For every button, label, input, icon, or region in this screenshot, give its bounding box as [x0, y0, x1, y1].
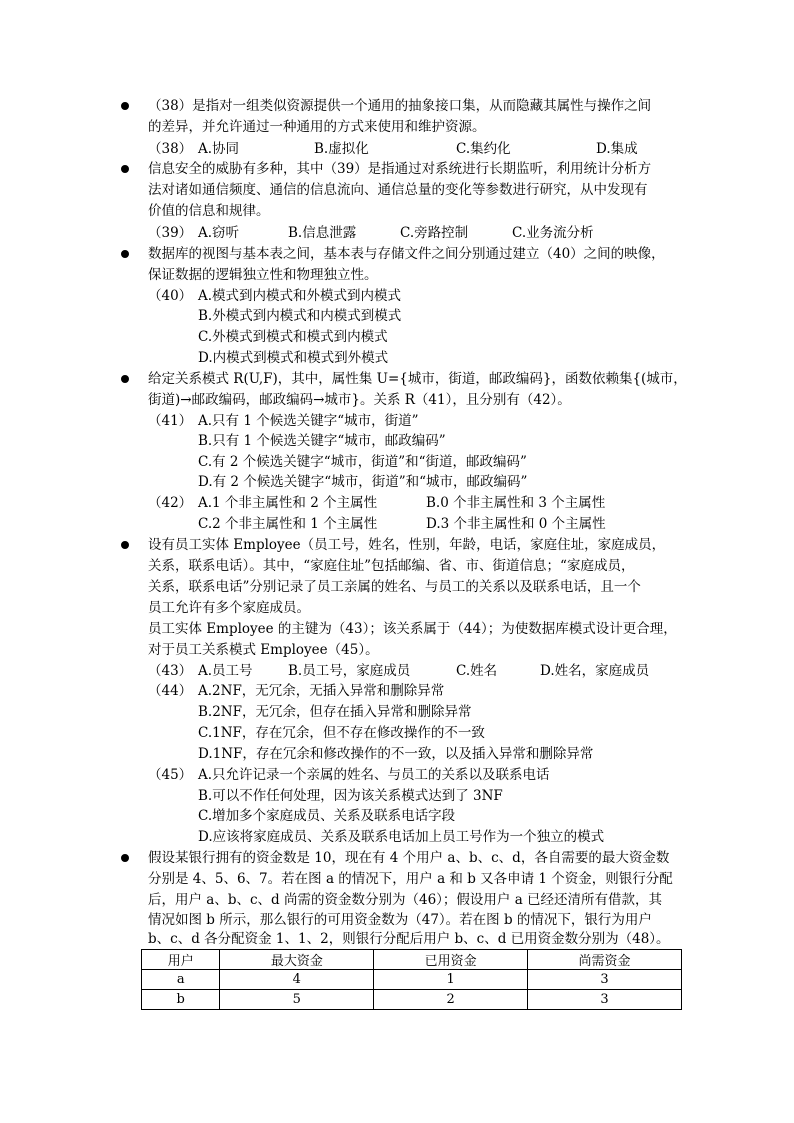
- resource-table: [141, 949, 682, 1010]
- q39-line1: 信息安全的威胁有多种，其中（39）是指通过对系统进行长期监听，利用统计分析方: [148, 161, 652, 177]
- q39-option-c: C.旁路控制: [400, 225, 469, 241]
- q38-option-b: B.虚拟化: [314, 141, 369, 157]
- table-cell: 1: [374, 970, 528, 990]
- q40-num: （40）: [148, 288, 193, 304]
- bullet-icon: [121, 250, 129, 258]
- table-cell: 2: [374, 990, 528, 1010]
- q41-line2: 街道)→邮政编码，邮政编码→城市}。关系 R（41），且分别有（42）。: [148, 392, 571, 408]
- bullet-icon: [121, 854, 129, 862]
- q46-line2: 分别是 4、5、6、7。若在图 a 的情况下，用户 a 和 b 又各申请 1 个资金，则银行分配: [148, 871, 673, 887]
- q46-line3: 后，用户 a、b、c、d 尚需的资金数分别为（46）；假设用户 a 已经还清所有借款，其: [148, 892, 663, 908]
- q38-num: （38）: [148, 141, 193, 157]
- q41-option-b: B.只有 1 个候选关键字“城市，邮政编码”: [198, 433, 446, 449]
- q38-option-a: A.协同: [198, 141, 240, 157]
- q38-option-d: D.集成: [596, 141, 638, 157]
- q44-option-b: B.2NF，无冗余，但存在插入异常和删除异常: [198, 704, 472, 720]
- q46-line5: b、c、d 各分配资金 1、1、2，则银行分配后用户 b、c、d 已用资金数分别为（48）。: [148, 931, 670, 947]
- q45-num: （45）: [148, 767, 193, 783]
- q45-option-a: A.只允许记录一个亲属的姓名、与员工的关系以及联系电话: [198, 767, 550, 783]
- q43-line4: 员工允许有多个家庭成员。: [148, 600, 310, 616]
- q39-option-b: B.信息泄露: [288, 225, 357, 241]
- table-cell: b: [142, 990, 220, 1010]
- q40-option-a: A.模式到内模式和外模式到内模式: [198, 288, 402, 304]
- q38-line2: 的差异，并允许通过一种通用的方式来使用和维护资源。: [148, 119, 486, 135]
- bullet-icon: [121, 165, 129, 173]
- q43-line1: 设有员工实体 Employee（员工号，姓名，性别，年龄，电话，家庭住址，家庭成员，: [148, 537, 666, 553]
- table-cell: 5: [220, 990, 374, 1010]
- q42-option-d: D.3 个非主属性和 0 个主属性: [426, 516, 606, 532]
- table-row: [142, 990, 682, 1010]
- q43-line6: 对于员工关系模式 Employee（45）。: [148, 642, 379, 658]
- q45-option-d: D.应该将家庭成员、关系及联系电话加上员工号作为一个独立的模式: [198, 829, 605, 845]
- q43-option-b: B.员工号，家庭成员: [288, 663, 411, 679]
- table-cell: a: [142, 970, 220, 990]
- q38-line1: （38）是指对一组类似资源提供一个通用的抽象接口集，从而隐藏其属性与操作之间: [148, 98, 652, 114]
- q39-option-d: C.业务流分析: [512, 225, 594, 241]
- bullet-icon: [121, 541, 129, 549]
- q41-option-d: D.有 2 个候选关键字“城市，街道”和“城市，邮政编码”: [198, 474, 528, 490]
- q41-option-c: C.有 2 个候选关键字“城市，街道”和“街道，邮政编码”: [198, 454, 527, 470]
- q39-line2: 法对诸如通信频度、通信的信息流向、通信总量的变化等参数进行研究，从中发现有: [148, 182, 648, 198]
- q39-num: （39）: [148, 225, 193, 241]
- q44-option-c: C.1NF，存在冗余，但不存在修改操作的不一致: [198, 725, 485, 741]
- bullet-icon: [121, 375, 129, 383]
- q44-num: （44）: [148, 683, 193, 699]
- q39-line3: 价值的信息和规律。: [148, 203, 270, 219]
- header-cell-user: 用户: [142, 950, 220, 970]
- q41-option-a: A.只有 1 个候选关键字“城市，街道”: [198, 413, 419, 429]
- q43-line3: 关系，联系电话”分别记录了员工亲属的姓名、与员工的关系以及联系电话，且一个: [148, 579, 641, 595]
- bullet-icon: [121, 102, 129, 110]
- q42-option-c: C.2 个非主属性和 1 个主属性: [198, 516, 378, 532]
- q43-line2: 关系，联系电话）。其中，“家庭住址”包括邮编、省、市、街道信息；“家庭成员，: [148, 558, 635, 574]
- q40-line1: 数据库的视图与基本表之间，基本表与存储文件之间分别通过建立（40）之间的映像，: [148, 246, 665, 262]
- table-row: [142, 970, 682, 990]
- table-cell: 3: [528, 990, 682, 1010]
- q44-option-d: D.1NF，存在冗余和修改操作的不一致，以及插入异常和删除异常: [198, 746, 594, 762]
- q43-line5: 员工实体 Employee 的主键为（43）；该关系属于（44）；为使数据库模式设计更合理，: [148, 621, 677, 637]
- q44-option-a: A.2NF，无冗余，无插入异常和删除异常: [198, 683, 445, 699]
- q38-option-c: C.集约化: [456, 141, 511, 157]
- q42-option-b: B.0 个非主属性和 3 个主属性: [426, 495, 606, 511]
- q40-line2: 保证数据的逻辑独立性和物理独立性。: [148, 267, 378, 283]
- header-cell-need: 尚需资金: [528, 950, 682, 970]
- q40-option-c: C.外模式到模式和模式到内模式: [198, 329, 388, 345]
- q42-num: （42）: [148, 495, 193, 511]
- q40-option-d: D.内模式到模式和模式到外模式: [198, 350, 389, 366]
- q43-option-d: D.姓名，家庭成员: [540, 663, 650, 679]
- table-header-row: [142, 950, 682, 970]
- q41-line1: 给定关系模式 R(U,F)，其中，属性集 U={城市，街道，邮政编码}，函数依赖集{(城市，: [148, 371, 687, 387]
- table-cell: 4: [220, 970, 374, 990]
- q46-line4: 情况如图 b 所示，那么银行的可用资金数为（47）。若在图 b 的情况下，银行为用户: [148, 912, 652, 928]
- q43-num: （43）: [148, 663, 193, 679]
- q43-option-c: C.姓名: [456, 663, 498, 679]
- q41-num: （41）: [148, 413, 193, 429]
- q39-option-a: A.窃听: [198, 225, 240, 241]
- header-cell-max: 最大资金: [220, 950, 374, 970]
- q45-option-b: B.可以不作任何处理，因为该关系模式达到了 3NF: [198, 788, 503, 804]
- q42-option-a: A.1 个非主属性和 2 个主属性: [198, 495, 378, 511]
- table-cell: 3: [528, 970, 682, 990]
- q45-option-c: C.增加多个家庭成员、关系及联系电话字段: [198, 808, 456, 824]
- q43-option-a: A.员工号: [198, 663, 253, 679]
- q40-option-b: B.外模式到内模式和内模式到模式: [198, 308, 402, 324]
- q46-line1: 假设某银行拥有的资金数是 10，现在有 4 个用户 a、b、c、d，各自需要的最大资金数: [148, 850, 670, 866]
- header-cell-used: 已用资金: [374, 950, 528, 970]
